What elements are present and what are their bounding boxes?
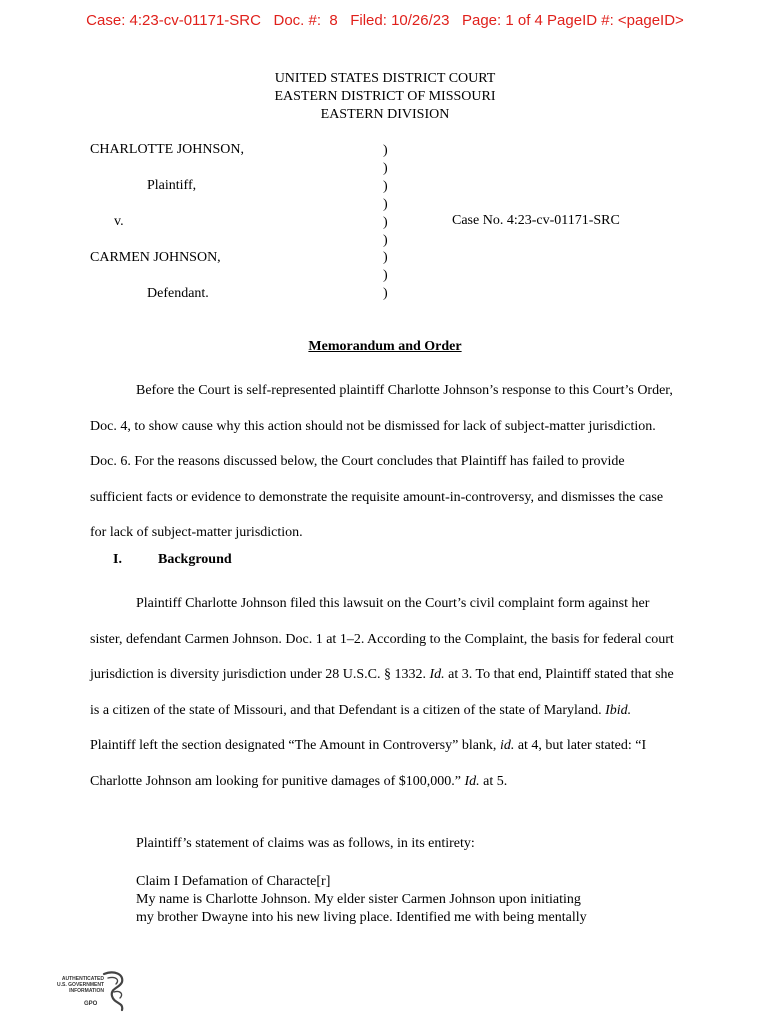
- paren: ): [383, 232, 388, 248]
- case-number: Case No. 4:23-cv-01171-SRC: [452, 213, 620, 228]
- section-number: I.: [113, 552, 122, 567]
- defendant-name: CARMEN JOHNSON,: [90, 250, 221, 265]
- gpo-mark: GPO: [84, 1001, 98, 1007]
- court-heading: [0, 70, 770, 124]
- claims-intro: Plaintiff’s statement of claims was as follows, in its entirety:: [136, 836, 475, 851]
- header-doc: Doc. #: 8: [273, 12, 338, 29]
- plaintiff-name: CHARLOTTE JOHNSON,: [90, 142, 244, 157]
- court-line-1: UNITED STATES DISTRICT COURT: [274, 71, 496, 86]
- citation-id: id.: [499, 738, 515, 753]
- text-run: Plaintiff left the section designated “The Amount in Controversy” blank,: [90, 738, 500, 753]
- paren: ): [383, 196, 388, 212]
- gpo-seal-text: [42, 976, 104, 994]
- text-run: Plaintiff Charlotte Johnson filed this lawsuit on the Court’s civil complaint form against her sister, defendant Carmen Johnson. Doc. 1 at 1–2. According to the Complaint, the basis for federal court jurisdiction is diversity jurisdiction under 28 U.S.C. § 1332.: [90, 596, 674, 682]
- versus: v.: [114, 214, 124, 229]
- quote-line-3: my brother Dwayne into his new living place. Identified me with being mentally: [136, 910, 587, 925]
- citation-ibid: Ibid.: [605, 702, 632, 718]
- claims-quote: [136, 873, 636, 927]
- text-run: at 3. To that end, Plaintiff stated that she is a citizen of the state of Missouri, and that Defendant is a citizen of the state of Maryland.: [90, 667, 674, 718]
- citation-id: Id.: [429, 667, 445, 682]
- paren: ): [383, 250, 388, 266]
- section-title: Background: [158, 552, 232, 567]
- caption-parentheses: [383, 142, 388, 303]
- document-title: Memorandum and Order: [308, 339, 462, 354]
- gpo-line-3: INFORMATION: [69, 988, 104, 994]
- text-run: at 4, but later stated: “I Charlotte Johnson am looking for punitive damages of $100,000.”: [90, 738, 647, 789]
- gpo-line-2: U.S. GOVERNMENT: [57, 982, 104, 988]
- paren: ): [383, 286, 388, 302]
- header-case: Case: 4:23-cv-01171-SRC: [86, 12, 261, 29]
- gpo-line-1: AUTHENTICATED: [61, 976, 104, 982]
- paren: ): [383, 268, 388, 284]
- citation-id: Id.: [464, 773, 480, 789]
- court-line-2: EASTERN DISTRICT OF MISSOURI: [274, 89, 496, 104]
- background-paragraph: [90, 586, 680, 799]
- header-page: Page: 1 of 4 PageID #: <pageID>: [461, 12, 684, 29]
- paren: ): [383, 143, 388, 158]
- ecf-header: [0, 12, 770, 29]
- paren: ): [383, 178, 388, 194]
- court-line-3: EASTERN DIVISION: [320, 107, 450, 122]
- quote-line-2: My name is Charlotte Johnson. My elder sister Carmen Johnson upon initiating: [136, 892, 581, 907]
- intro-paragraph: Before the Court is self-represented plaintiff Charlotte Johnson’s response to this Court’s Order, Doc. 4, to show cause why this action should not be dismissed for lack of subject-matter jurisdiction. Doc. 6. For the reasons discussed below, the Court concludes that Plaintiff has failed to provide sufficient facts or evidence to demonstrate the requisite amount-in-controversy, and dismisses the case for lack of subject-matter jurisdiction.: [90, 383, 673, 540]
- paren: ): [383, 214, 388, 230]
- text-run: at 5.: [479, 773, 508, 789]
- paren: ): [383, 160, 388, 176]
- header-filed: Filed: 10/26/23: [350, 12, 450, 29]
- gpo-eagle-icon: [100, 970, 130, 1016]
- gpo-authentication-seal: [42, 970, 132, 1016]
- section-heading: [113, 552, 232, 568]
- defendant-role: Defendant.: [147, 286, 209, 301]
- quote-line-1: Claim I Defamation of Characte[r]: [136, 874, 331, 889]
- plaintiff-role: Plaintiff,: [147, 178, 197, 193]
